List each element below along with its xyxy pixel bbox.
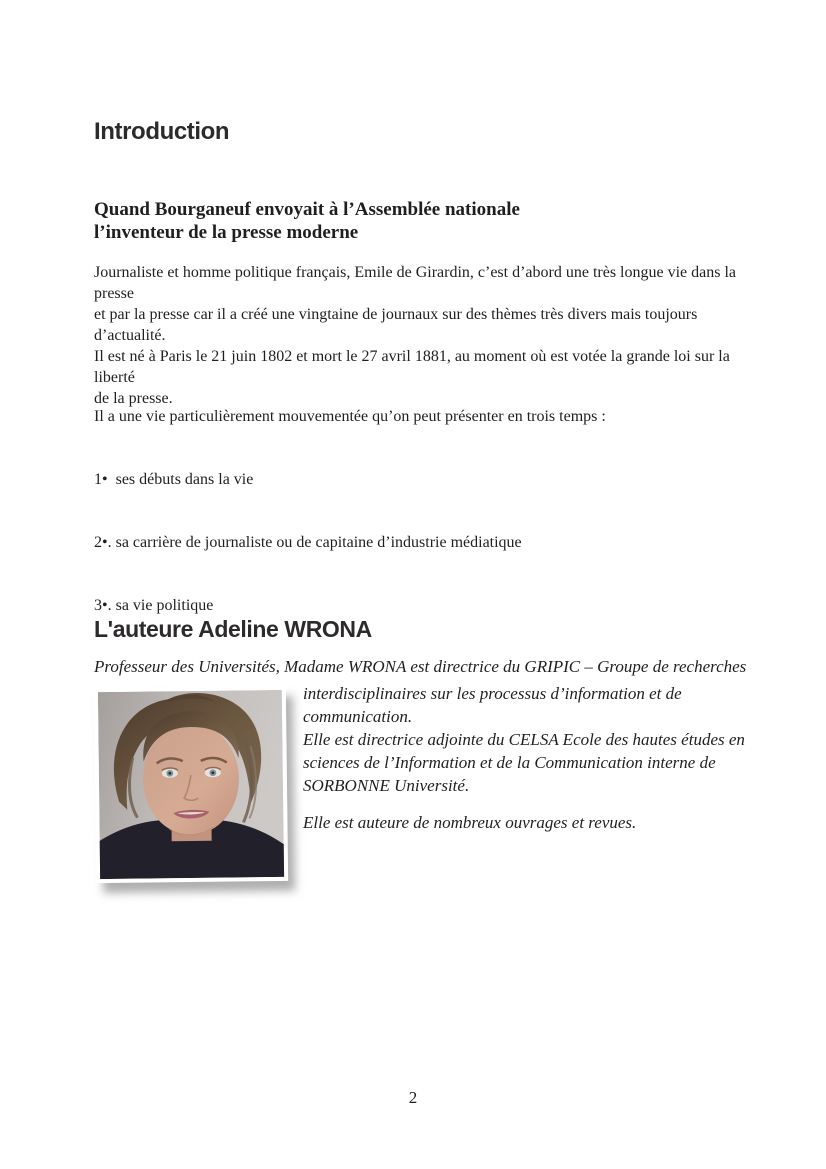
bio-line: interdisciplinaires sur les processus d’information et de communication.	[303, 684, 682, 726]
section-subheading	[94, 198, 520, 244]
subheading-line-2: l’inventeur de la presse moderne	[94, 222, 359, 243]
author-intro-line: Professeur des Universités, Madame WRONA est directrice du GRIPIC – Groupe de recherches	[94, 657, 747, 676]
timeline-lead: Il a une vie particulièrement mouvementée qu’on peut présenter en trois temps :	[94, 408, 606, 425]
bio-line: Elle est directrice adjointe du CELSA Ecole des hautes études en	[303, 730, 745, 749]
portrait-photo-illustration	[98, 690, 284, 879]
page-title: Introduction	[94, 118, 230, 145]
paragraph-line: Il est né à Paris le 21 juin 1802 et mort le 27 avril 1881, au moment où est votée la grande loi sur la liberté	[94, 348, 730, 386]
author-section-heading: L'auteure Adeline WRONA	[94, 616, 372, 642]
author-bio	[303, 682, 755, 834]
paragraph-line: Journaliste et homme politique français, Emile de Girardin, c’est d’abord une très longue vie dans la presse	[94, 264, 737, 302]
portrait-photo-adeline-wrona	[94, 686, 288, 883]
paragraph-line: et par la presse car il a créé une vingtaine de journaux sur des thèmes très divers mais toujours d’actualité.	[94, 306, 698, 344]
subheading-line-1: Quand Bourganeuf envoyait à l’Assemblée nationale	[94, 199, 520, 220]
bio-line: SORBONNE Université.	[303, 776, 470, 795]
author-row	[95, 682, 755, 882]
bio-line: sciences de l’Information et de la Communication interne de	[303, 753, 716, 772]
timeline-item-2: 2•. sa carrière de journaliste ou de capitaine d’industrie médiatique	[94, 534, 522, 551]
timeline-item-3: 3•. sa vie politique	[94, 597, 214, 614]
timeline-list	[94, 364, 744, 658]
paragraph-line: de la presse.	[94, 390, 173, 407]
author-closing-line: Elle est auteure de nombreux ouvrages et revues.	[303, 813, 637, 832]
page-number: 2	[408, 1088, 418, 1107]
timeline-item-1: 1• ses débuts dans la vie	[94, 471, 254, 488]
